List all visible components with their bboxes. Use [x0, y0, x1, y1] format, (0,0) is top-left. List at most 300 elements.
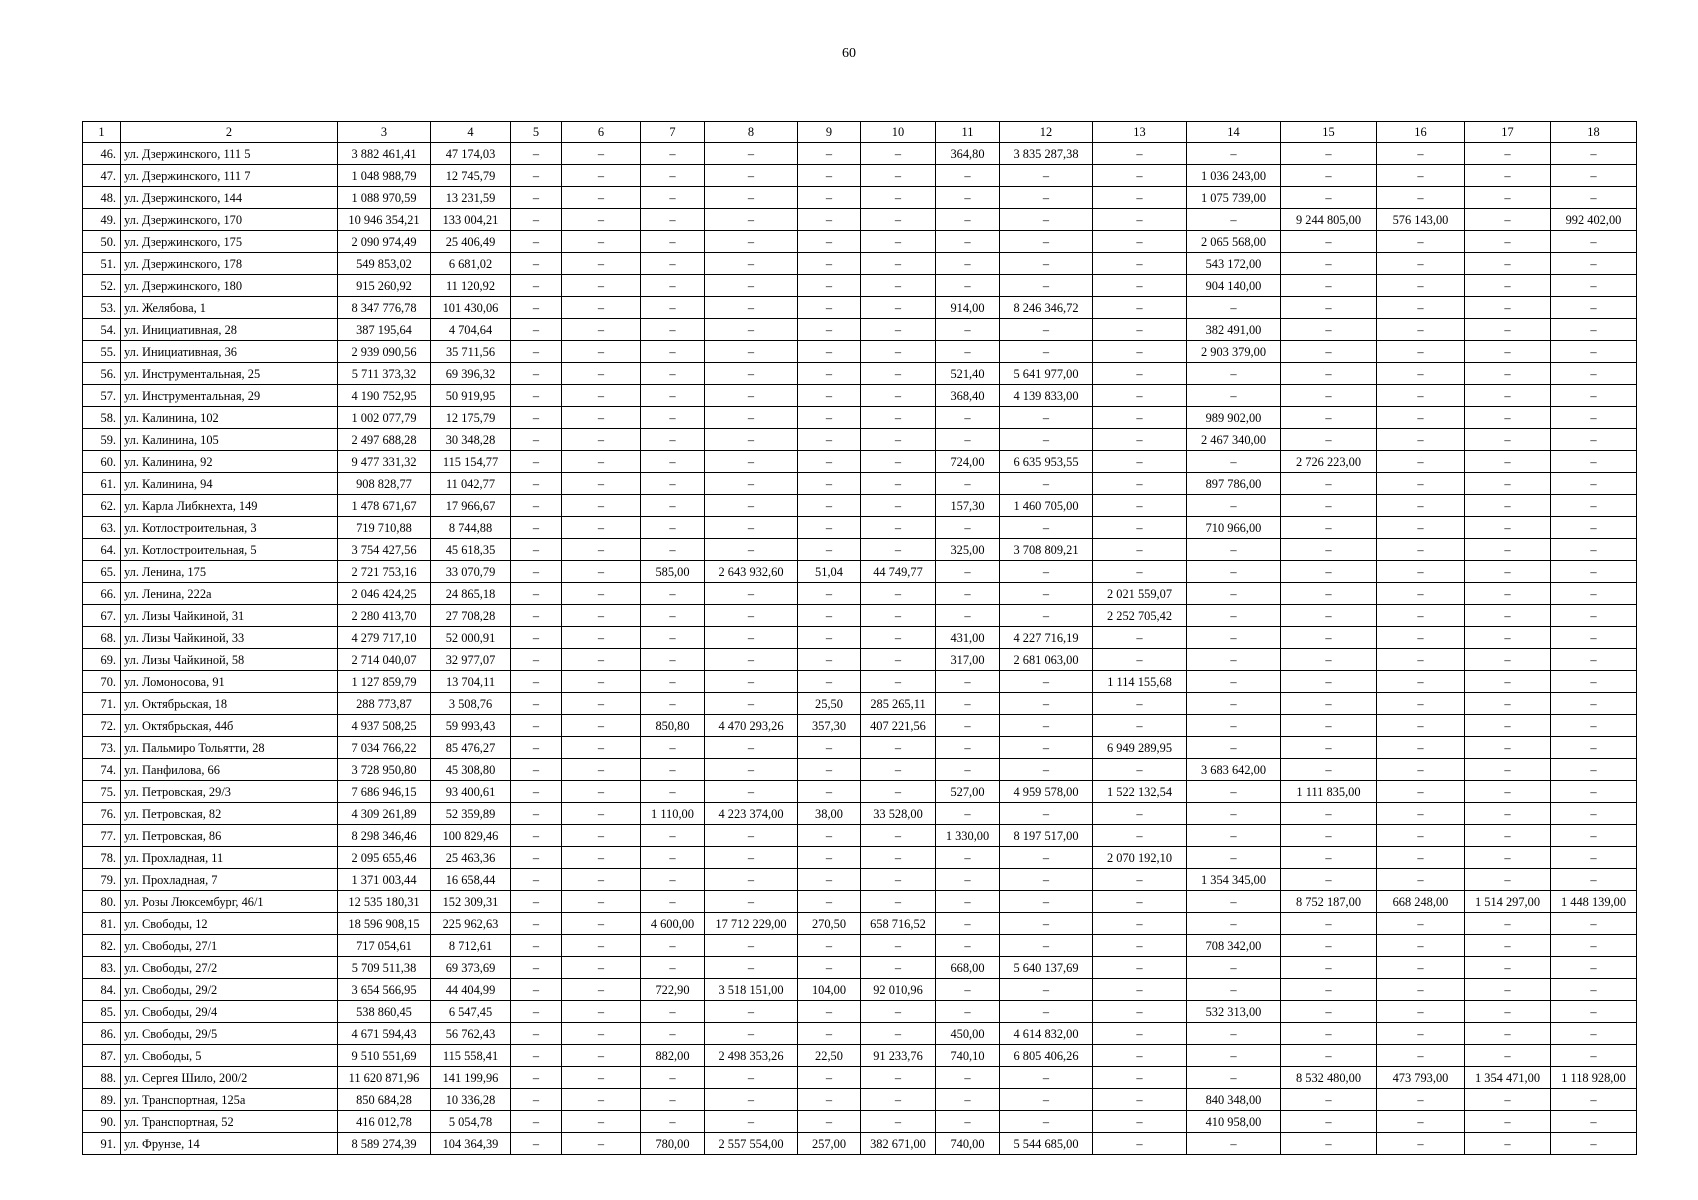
value-cell: – — [511, 803, 562, 825]
value-cell: – — [1281, 693, 1377, 715]
address-cell: ул. Дзержинского, 111 7 — [121, 165, 338, 187]
value-cell: – — [861, 407, 936, 429]
value-cell: 2 643 932,60 — [705, 561, 798, 583]
value-cell: – — [798, 605, 861, 627]
value-cell: 1 354 471,00 — [1465, 1067, 1551, 1089]
value-cell: – — [1093, 759, 1187, 781]
value-cell: – — [936, 737, 1000, 759]
value-cell: 407 221,56 — [861, 715, 936, 737]
value-cell: – — [705, 781, 798, 803]
address-cell: ул. Желябова, 1 — [121, 297, 338, 319]
value-cell: – — [511, 143, 562, 165]
value-cell: – — [562, 627, 641, 649]
value-cell: 521,40 — [936, 363, 1000, 385]
value-cell: – — [1465, 1111, 1551, 1133]
value-cell: – — [1377, 583, 1465, 605]
value-cell: – — [1465, 913, 1551, 935]
value-cell: 668 248,00 — [1377, 891, 1465, 913]
value-cell: 740,10 — [936, 1045, 1000, 1067]
value-cell: – — [1465, 451, 1551, 473]
value-cell: – — [641, 1089, 705, 1111]
value-cell: – — [1377, 1045, 1465, 1067]
value-cell: 410 958,00 — [1187, 1111, 1281, 1133]
row-number-cell: 59. — [83, 429, 121, 451]
value-cell: – — [705, 429, 798, 451]
value-cell: – — [1465, 935, 1551, 957]
value-cell: – — [562, 605, 641, 627]
value-cell: 152 309,31 — [431, 891, 511, 913]
value-cell: – — [798, 451, 861, 473]
value-cell: – — [1281, 1111, 1377, 1133]
value-cell: – — [511, 693, 562, 715]
page-number: 60 — [842, 46, 856, 61]
value-cell: – — [705, 627, 798, 649]
address-cell: ул. Свободы, 29/4 — [121, 1001, 338, 1023]
value-cell: – — [1465, 693, 1551, 715]
table-row — [83, 693, 1637, 715]
value-cell: 914,00 — [936, 297, 1000, 319]
row-number-cell: 66. — [83, 583, 121, 605]
value-cell: – — [511, 979, 562, 1001]
value-cell: – — [1551, 781, 1637, 803]
value-cell: 543 172,00 — [1187, 253, 1281, 275]
value-cell: – — [511, 429, 562, 451]
value-cell: 5 640 137,69 — [1000, 957, 1093, 979]
value-cell: – — [705, 935, 798, 957]
value-cell: – — [511, 539, 562, 561]
value-cell: – — [705, 275, 798, 297]
value-cell: – — [1377, 451, 1465, 473]
value-cell: 1 002 077,79 — [338, 407, 431, 429]
value-cell: 1 036 243,00 — [1187, 165, 1281, 187]
value-cell: – — [641, 825, 705, 847]
value-cell: – — [861, 165, 936, 187]
address-cell: ул. Свободы, 27/2 — [121, 957, 338, 979]
value-cell: – — [1187, 385, 1281, 407]
value-cell: – — [1465, 561, 1551, 583]
value-cell: – — [798, 957, 861, 979]
value-cell: – — [1465, 407, 1551, 429]
value-cell: – — [861, 825, 936, 847]
value-cell: – — [1093, 1133, 1187, 1155]
value-cell: – — [1465, 1089, 1551, 1111]
value-cell: – — [641, 363, 705, 385]
value-cell: – — [1187, 715, 1281, 737]
value-cell: – — [1093, 231, 1187, 253]
column-header-12: 12 — [1000, 122, 1093, 143]
value-cell: 4 139 833,00 — [1000, 385, 1093, 407]
table-row — [83, 253, 1637, 275]
value-cell: 9 244 805,00 — [1281, 209, 1377, 231]
value-cell: – — [1465, 319, 1551, 341]
value-cell: – — [936, 605, 1000, 627]
value-cell: 8 532 480,00 — [1281, 1067, 1377, 1089]
value-cell: – — [798, 891, 861, 913]
address-cell: ул. Петровская, 86 — [121, 825, 338, 847]
value-cell: 4 671 594,43 — [338, 1023, 431, 1045]
value-cell: – — [1465, 517, 1551, 539]
row-number-cell: 71. — [83, 693, 121, 715]
address-cell: ул. Инструментальная, 29 — [121, 385, 338, 407]
value-cell: – — [1551, 979, 1637, 1001]
value-cell: – — [936, 473, 1000, 495]
value-cell: – — [936, 319, 1000, 341]
value-cell: – — [1465, 429, 1551, 451]
value-cell: – — [562, 825, 641, 847]
value-cell: – — [1551, 187, 1637, 209]
value-cell: – — [641, 429, 705, 451]
value-cell: – — [1465, 473, 1551, 495]
value-cell: – — [511, 451, 562, 473]
value-cell: – — [1377, 605, 1465, 627]
address-cell: ул. Ломоносова, 91 — [121, 671, 338, 693]
column-header-11: 11 — [936, 122, 1000, 143]
value-cell: – — [705, 649, 798, 671]
row-number-cell: 57. — [83, 385, 121, 407]
value-cell: 2 046 424,25 — [338, 583, 431, 605]
value-cell: – — [1187, 627, 1281, 649]
value-cell: – — [1281, 275, 1377, 297]
value-cell: 357,30 — [798, 715, 861, 737]
value-cell: – — [1000, 605, 1093, 627]
value-cell: – — [1465, 1133, 1551, 1155]
value-cell: – — [641, 737, 705, 759]
value-cell: – — [1187, 649, 1281, 671]
address-cell: ул. Дзержинского, 170 — [121, 209, 338, 231]
value-cell: – — [1000, 231, 1093, 253]
value-cell: – — [798, 209, 861, 231]
value-cell: – — [1000, 341, 1093, 363]
value-cell: – — [1281, 671, 1377, 693]
value-cell: 724,00 — [936, 451, 1000, 473]
value-cell: – — [705, 869, 798, 891]
value-cell: – — [705, 671, 798, 693]
value-cell: – — [1281, 297, 1377, 319]
value-cell: – — [1281, 1133, 1377, 1155]
value-cell: – — [511, 649, 562, 671]
value-cell: – — [705, 825, 798, 847]
value-cell: – — [798, 1001, 861, 1023]
address-cell: ул. Ленина, 222а — [121, 583, 338, 605]
row-number-cell: 49. — [83, 209, 121, 231]
value-cell: – — [1465, 165, 1551, 187]
address-cell: ул. Дзержинского, 175 — [121, 231, 338, 253]
row-number-cell: 89. — [83, 1089, 121, 1111]
value-cell: – — [511, 891, 562, 913]
row-number-cell: 75. — [83, 781, 121, 803]
value-cell: – — [705, 407, 798, 429]
value-cell: – — [1187, 1045, 1281, 1067]
value-cell: – — [1377, 1089, 1465, 1111]
value-cell: – — [641, 385, 705, 407]
address-cell: ул. Свободы, 12 — [121, 913, 338, 935]
value-cell: – — [705, 605, 798, 627]
value-cell: – — [1377, 1023, 1465, 1045]
row-number-cell: 88. — [83, 1067, 121, 1089]
value-cell: 11 120,92 — [431, 275, 511, 297]
value-cell: 658 716,52 — [861, 913, 936, 935]
value-cell: – — [1093, 363, 1187, 385]
value-cell: – — [1281, 913, 1377, 935]
value-cell: – — [1551, 825, 1637, 847]
value-cell: – — [1187, 671, 1281, 693]
value-cell: – — [936, 847, 1000, 869]
value-cell: 368,40 — [936, 385, 1000, 407]
value-cell: 4 704,64 — [431, 319, 511, 341]
value-cell: – — [861, 231, 936, 253]
value-cell: 3 754 427,56 — [338, 539, 431, 561]
value-cell: – — [1187, 847, 1281, 869]
value-cell: 11 042,77 — [431, 473, 511, 495]
value-cell: – — [1281, 539, 1377, 561]
value-cell: 12 175,79 — [431, 407, 511, 429]
value-cell: – — [1465, 605, 1551, 627]
value-cell: – — [1093, 1023, 1187, 1045]
value-cell: 532 313,00 — [1187, 1001, 1281, 1023]
value-cell: 2 021 559,07 — [1093, 583, 1187, 605]
value-cell: – — [1000, 209, 1093, 231]
value-cell: – — [1465, 363, 1551, 385]
value-cell: – — [1465, 803, 1551, 825]
value-cell: – — [798, 363, 861, 385]
value-cell: – — [1551, 385, 1637, 407]
value-cell: – — [562, 759, 641, 781]
address-cell: ул. Дзержинского, 180 — [121, 275, 338, 297]
value-cell: 740,00 — [936, 1133, 1000, 1155]
address-cell: ул. Розы Люксембург, 46/1 — [121, 891, 338, 913]
value-cell: 2 070 192,10 — [1093, 847, 1187, 869]
value-cell: 4 937 508,25 — [338, 715, 431, 737]
value-cell: – — [1377, 825, 1465, 847]
value-cell: – — [562, 231, 641, 253]
value-cell: 3 654 566,95 — [338, 979, 431, 1001]
value-cell: – — [1551, 165, 1637, 187]
value-cell: – — [1000, 1001, 1093, 1023]
value-cell: – — [861, 209, 936, 231]
value-cell: 1 075 739,00 — [1187, 187, 1281, 209]
address-cell: ул. Петровская, 29/3 — [121, 781, 338, 803]
value-cell: – — [861, 781, 936, 803]
value-cell: – — [511, 1023, 562, 1045]
value-cell: 52 000,91 — [431, 627, 511, 649]
value-cell: 91 233,76 — [861, 1045, 936, 1067]
value-cell: – — [641, 407, 705, 429]
value-cell: – — [1093, 1111, 1187, 1133]
value-cell: – — [1281, 957, 1377, 979]
value-cell: – — [1093, 341, 1187, 363]
value-cell: – — [1551, 913, 1637, 935]
table-row — [83, 539, 1637, 561]
value-cell: – — [798, 627, 861, 649]
value-cell: – — [861, 539, 936, 561]
value-cell: – — [562, 341, 641, 363]
value-cell: – — [511, 275, 562, 297]
value-cell: – — [1093, 869, 1187, 891]
value-cell: – — [511, 1133, 562, 1155]
value-cell: – — [1281, 1045, 1377, 1067]
value-cell: – — [641, 781, 705, 803]
value-cell: 52 359,89 — [431, 803, 511, 825]
value-cell: – — [1465, 209, 1551, 231]
table-row — [83, 825, 1637, 847]
value-cell: – — [562, 253, 641, 275]
value-cell: – — [1187, 605, 1281, 627]
value-cell: – — [1000, 979, 1093, 1001]
value-cell: – — [1281, 869, 1377, 891]
value-cell: – — [641, 341, 705, 363]
value-cell: 44 749,77 — [861, 561, 936, 583]
value-cell: 989 902,00 — [1187, 407, 1281, 429]
value-cell: 45 618,35 — [431, 539, 511, 561]
value-cell: – — [1551, 803, 1637, 825]
value-cell: 1 354 345,00 — [1187, 869, 1281, 891]
value-cell: – — [1377, 429, 1465, 451]
value-cell: – — [1187, 737, 1281, 759]
value-cell: – — [1281, 737, 1377, 759]
value-cell: 8 589 274,39 — [338, 1133, 431, 1155]
value-cell: 2 721 753,16 — [338, 561, 431, 583]
column-header-6: 6 — [562, 122, 641, 143]
value-cell: 24 865,18 — [431, 583, 511, 605]
address-cell: ул. Калинина, 105 — [121, 429, 338, 451]
value-cell: – — [705, 253, 798, 275]
address-cell: ул. Транспортная, 52 — [121, 1111, 338, 1133]
value-cell: 157,30 — [936, 495, 1000, 517]
value-cell: – — [562, 957, 641, 979]
value-cell: 2 726 223,00 — [1281, 451, 1377, 473]
value-cell: – — [861, 957, 936, 979]
value-cell: 364,80 — [936, 143, 1000, 165]
value-cell: – — [1377, 781, 1465, 803]
value-cell: – — [641, 891, 705, 913]
value-cell: – — [705, 341, 798, 363]
value-cell: – — [1551, 1133, 1637, 1155]
value-cell: – — [562, 979, 641, 1001]
address-cell: ул. Инициативная, 28 — [121, 319, 338, 341]
value-cell: – — [1281, 561, 1377, 583]
value-cell: – — [1187, 913, 1281, 935]
row-number-cell: 84. — [83, 979, 121, 1001]
value-cell: 25 463,36 — [431, 847, 511, 869]
value-cell: – — [705, 297, 798, 319]
value-cell: – — [1465, 649, 1551, 671]
value-cell: – — [936, 979, 1000, 1001]
value-cell: – — [1281, 407, 1377, 429]
value-cell: 16 658,44 — [431, 869, 511, 891]
value-cell: – — [511, 495, 562, 517]
value-cell: – — [1000, 319, 1093, 341]
address-cell: ул. Карла Либкнехта, 149 — [121, 495, 338, 517]
value-cell: – — [1000, 561, 1093, 583]
value-cell: – — [936, 187, 1000, 209]
value-cell: 85 476,27 — [431, 737, 511, 759]
value-cell: – — [511, 363, 562, 385]
column-header-4: 4 — [431, 122, 511, 143]
value-cell: – — [936, 209, 1000, 231]
address-cell: ул. Лизы Чайкиной, 31 — [121, 605, 338, 627]
value-cell: 33 070,79 — [431, 561, 511, 583]
value-cell: – — [798, 1067, 861, 1089]
value-cell: – — [1281, 825, 1377, 847]
value-cell: – — [511, 319, 562, 341]
row-number-cell: 81. — [83, 913, 121, 935]
value-cell: 101 430,06 — [431, 297, 511, 319]
value-cell: – — [1093, 297, 1187, 319]
value-cell: – — [562, 1023, 641, 1045]
value-cell: – — [705, 231, 798, 253]
row-number-cell: 52. — [83, 275, 121, 297]
value-cell: – — [798, 385, 861, 407]
address-cell: ул. Прохладная, 11 — [121, 847, 338, 869]
value-cell: – — [705, 187, 798, 209]
address-cell: ул. Панфилова, 66 — [121, 759, 338, 781]
value-cell: 585,00 — [641, 561, 705, 583]
value-cell: 387 195,64 — [338, 319, 431, 341]
value-cell: – — [562, 737, 641, 759]
value-cell: – — [861, 935, 936, 957]
value-cell: 115 558,41 — [431, 1045, 511, 1067]
value-cell: – — [641, 165, 705, 187]
value-cell: – — [562, 561, 641, 583]
value-cell: – — [1093, 319, 1187, 341]
table-row — [83, 341, 1637, 363]
column-header-10: 10 — [861, 122, 936, 143]
value-cell: – — [798, 649, 861, 671]
value-cell: – — [861, 847, 936, 869]
column-header-5: 5 — [511, 122, 562, 143]
value-cell: – — [511, 627, 562, 649]
value-cell: – — [798, 671, 861, 693]
address-cell: ул. Октябрьская, 44б — [121, 715, 338, 737]
value-cell: 850,80 — [641, 715, 705, 737]
value-cell: – — [1093, 429, 1187, 451]
value-cell: 4 279 717,10 — [338, 627, 431, 649]
value-cell: – — [1465, 231, 1551, 253]
value-cell: – — [562, 451, 641, 473]
value-cell: – — [1465, 781, 1551, 803]
row-number-cell: 54. — [83, 319, 121, 341]
value-cell: – — [1093, 1001, 1187, 1023]
address-cell: ул. Калинина, 92 — [121, 451, 338, 473]
value-cell: – — [1281, 1023, 1377, 1045]
value-cell: – — [1465, 869, 1551, 891]
value-cell: 27 708,28 — [431, 605, 511, 627]
value-cell: – — [1093, 275, 1187, 297]
header-row — [83, 122, 1637, 143]
value-cell: 8 752 187,00 — [1281, 891, 1377, 913]
column-header-7: 7 — [641, 122, 705, 143]
value-cell: 3 683 642,00 — [1187, 759, 1281, 781]
value-cell: – — [511, 209, 562, 231]
value-cell: – — [798, 165, 861, 187]
value-cell: – — [511, 1089, 562, 1111]
value-cell: – — [511, 1067, 562, 1089]
table-row — [83, 407, 1637, 429]
value-cell: – — [1551, 1111, 1637, 1133]
value-cell: – — [936, 1001, 1000, 1023]
value-cell: – — [641, 231, 705, 253]
value-cell: – — [562, 209, 641, 231]
value-cell: – — [562, 803, 641, 825]
value-cell: – — [705, 737, 798, 759]
value-cell: 382 671,00 — [861, 1133, 936, 1155]
value-cell: – — [1281, 187, 1377, 209]
value-cell: – — [511, 253, 562, 275]
row-number-cell: 67. — [83, 605, 121, 627]
value-cell: 2 557 554,00 — [705, 1133, 798, 1155]
value-cell: 45 308,80 — [431, 759, 511, 781]
value-cell: – — [1281, 495, 1377, 517]
